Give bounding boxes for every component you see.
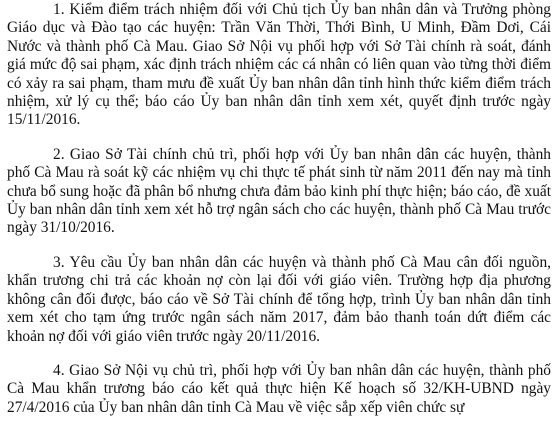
paragraph-1: 1. Kiểm điểm trách nhiệm đối với Chủ tịch Ủy ban nhân dân và Trưởng phòng Giáo dục và Đào tạo các huyện: Trần Văn Thời, Thới Bình, U Minh, Đầm Dơi, Cái Nước và thành phố Cà Mau. Giao Sở Nội vụ phối hợp với Sở Tài chính rà soát, đánh giá mức độ sai phạm, xác định trách nhiệm các cá nhân có liên quan vào từng thời điểm có xảy ra sai phạm, tham mưu đề xuất Ủy ban nhân dân tỉnh hình thức kiểm điểm trách nhiệm, xử lý cụ thể; báo cáo Ủy ban nhân dân tỉnh xem xét, quyết định trước ngày 15/11/2016. — [7, 1, 551, 129]
paragraph-3: 3. Yêu cầu Ủy ban nhân dân các huyện và thành phố Cà Mau cân đối nguồn, khẩn trương chi trả các khoản nợ còn lại đối với giáo viên. Trường hợp địa phương không cân đối được, báo cáo về Sở Tài chính để tổng hợp, trình Ủy ban nhân dân tỉnh xem xét cho tạm ứng trước ngân sách năm 2017, đảm bảo thanh toán dứt điểm các khoản nợ đối với giáo viên trước ngày 20/11/2016. — [7, 253, 551, 345]
paragraph-2: 2. Giao Sở Tài chính chủ trì, phối hợp với Ủy ban nhân dân các huyện, thành phố Cà Mau rà soát kỹ các nhiệm vụ chi thực tế phát sinh từ năm 2011 đến nay mà tỉnh chưa bổ sung hoặc đã phân bổ nhưng chưa đảm bảo kinh phí thực hiện; báo cáo, đề xuất Ủy ban nhân dân tỉnh xem xét hỗ trợ ngân sách cho các huyện, thành phố Cà Mau trước ngày 31/10/2016. — [7, 145, 551, 237]
document-body — [7, 1, 551, 417]
paragraph-4: 4. Giao Sở Nội vụ chủ trì, phối hợp với Ủy ban nhân dân các huyện, thành phố Cà Mau khẩn trương báo cáo kết quả thực hiện Kế hoạch số 32/KH-UBND ngày 27/4/2016 của Ủy ban nhân dân tỉnh Cà Mau về việc sắp xếp viên chức sự — [7, 361, 551, 416]
